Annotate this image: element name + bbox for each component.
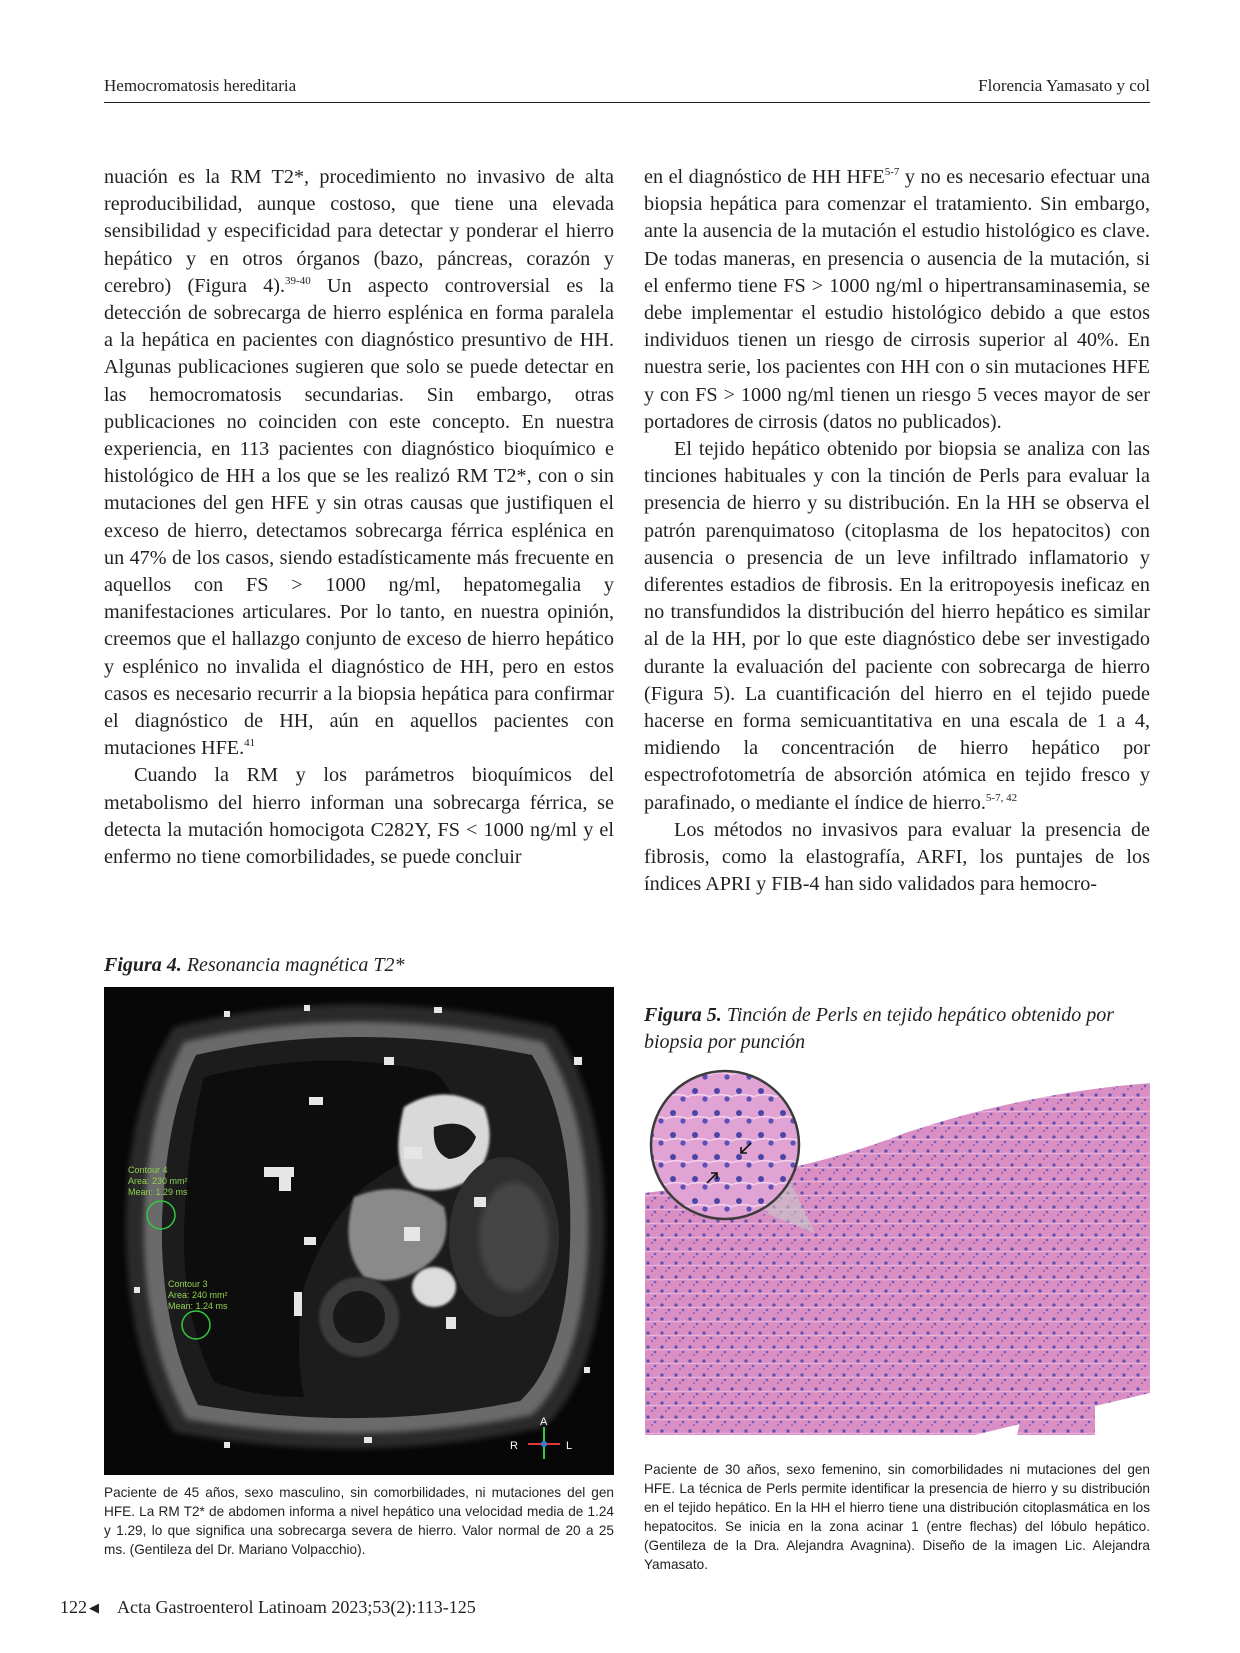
perls-stain-biopsy <box>645 1063 1150 1451</box>
page-arrow-icon: ◀ <box>89 1600 99 1615</box>
contour3-area: Area: 240 mm² <box>168 1290 228 1300</box>
contour4-area: Area: 230 mm² <box>128 1176 188 1186</box>
svg-text:A: A <box>540 1416 548 1428</box>
contour4-label: Contour 4 <box>128 1165 168 1175</box>
contour4-mean: Mean: 1.29 ms <box>128 1187 188 1197</box>
citation: 39-40 <box>285 274 311 287</box>
citation: 41 <box>244 737 256 750</box>
paragraph: Cuando la RM y los parámetros bioquímicos del metabolismo del hierro informan una sobrecarga férrica, se detecta la mutación homocigota C282Y, FS < 1000 ng/ml y el enfermo no tiene comorbilidades, se puede concluir <box>104 764 614 869</box>
paragraph: nuación es la RM T2*, procedimiento no invasivo de alta reproducibilidad, aunque costoso, que tiene una elevada sensibilidad y especificidad para detectar y ponderar el hierro hepático y en otros órganos (bazo, páncreas, corazón y cerebro) (Figura 4).$^{39-40}$ Un aspecto controversial es la detección de sobrecarga de hierro esplénica en forma paralela a la hepática en pacientes con diagnóstico presuntivo de HH. Algunas publicaciones sugieren que solo se puede detectar en las hemocromatosis secundarias. Sin embargo, otras publicaciones no coinciden con este concepto. En nuestra experiencia, en 113 pacientes con diagnóstico bioquímico e histológico de HH a los que se les realizó RM T2*, con o sin mutaciones del gen HFE y sin otras causas que justifiquen el exceso de hierro, detectamos sobrecarga férrica esplénica en un 47% de los casos, siendo estadísticamente más frecuente en aquellos con FS > 1000 ng/ml, hepatomegalia y manifestaciones articulares. Por lo tanto, en nuestra opinión, creemos que el hallazgo conjunto de exceso de hierro hepático y esplénico no invalida el diagnóstico de HH, pero en estos casos es necesario recurrir a la biopsia hepática para confirmar el diagnóstico de HH, aún en aquellos pacientes con mutaciones HFE.$^{41}$ <box>104 166 614 760</box>
running-head-title: Hemocromatosis hereditaria <box>104 76 297 95</box>
journal-citation: Acta Gastroenterol Latinoam 2023;53(2):113-125 <box>117 1597 476 1617</box>
contour3-label: Contour 3 <box>168 1279 208 1289</box>
left-column <box>104 164 614 871</box>
figure5-caption: Paciente de 30 años, sexo femenino, sin comorbilidades ni mutaciones del gen HFE. La técnica de Perls permite identificar la presencia de hierro y su distribución en el tejido hepático. En la HH el hierro tiene una distribución citoplasmática en los hepatocitos. Se inicia en la zona acinar 1 (entre flechas) del lóbulo hepático. (Gentileza de la Dra. Alejandra Avagnina). Diseño de la imagen Lic. Alejandra Yamasato. <box>644 1462 1150 1572</box>
svg-text:R: R <box>510 1440 518 1452</box>
running-head <box>104 76 1150 103</box>
right-column <box>644 164 1150 898</box>
paragraph: Los métodos no invasivos para evaluar la presencia de fibrosis, como la elastografía, ARFI, los puntajes de los índices APRI y FIB-4 han sido validados para hemocro- <box>644 818 1150 896</box>
figure5-histology-image <box>645 1063 1150 1451</box>
page-footer <box>60 1597 476 1618</box>
mri-scan <box>104 987 614 1475</box>
running-head-authors: Florencia Yamasato y col <box>978 76 1150 95</box>
figure4-title: Figura 4. Resonancia magnética T2* <box>104 954 405 976</box>
citation: 5-7 <box>884 166 900 178</box>
page-number: 122 <box>60 1597 87 1617</box>
figure4-mri-image <box>104 987 614 1475</box>
figure5-title: Figura 5. Tinción de Perls en tejido hepático obtenido por biopsia por punción <box>644 1004 1114 1053</box>
contour3-mean: Mean: 1.24 ms <box>168 1301 228 1311</box>
citation: 5-7, 42 <box>985 791 1018 804</box>
paragraph: El tejido hepático obtenido por biopsia se analiza con las tinciones habituales y con la tinción de Perls para evaluar la presencia de hierro y su distribución. En la HH se observa el patrón parenquimatoso (citoplasma de los hepatocitos) con ausencia o presencia de un leve infiltrado inflamatorio y diferentes estadios de fibrosis. En la eritropoyesis ineficaz en no transfundidos la distribución del hierro hepático es similar al de la HH, por lo que este diagnóstico debe ser investigado durante la evaluación del paciente con sobrecarga de hierro (Figura 5). La cuantificación del hierro en el tejido puede hacerse en forma semicuantitativa en una escala de 1 a 4, midiendo la concentración de hierro hepático por espectrofotometría de absorción atómica en tejido fresco y parafinado, o mediante el índice de hierro.$^{5-7, 42}$ <box>644 438 1150 814</box>
figure4-caption: Paciente de 45 años, sexo masculino, sin comorbilidades, ni mutaciones del gen HFE. La RM T2* de abdomen informa a nivel hepático una velocidad media de 1.24 y 1.29, lo que significa una sobrecarga severa de hierro. Valor normal de 20 a 25 ms. (Gentileza del Dr. Mariano Volpacchio). <box>104 1485 614 1557</box>
svg-text:L: L <box>566 1440 573 1452</box>
paragraph: en el diagnóstico de HH HFE$^{5-7}$ y no es necesario efectuar una biopsia hepática para comenzar el tratamiento. Sin embargo, ante la ausencia de la mutación el estudio histológico es clave. De todas maneras, en presencia o ausencia de la mutación, si el enfermo tiene FS > 1000 ng/ml o hipertransaminasemia, se debe implementar el estudio histológico debido a que estos individuos tienen un riesgo de cirrosis superior al 40%. En nuestra serie, los pacientes con HH con o sin mutaciones HFE y con FS > 1000 ng/ml tienen un riesgo 5 veces mayor de ser portadores de cirrosis (datos no publicados). <box>644 166 1151 433</box>
figure5-label: Figura 5. <box>644 1004 722 1026</box>
figure4-label: Figura 4. <box>104 954 182 976</box>
